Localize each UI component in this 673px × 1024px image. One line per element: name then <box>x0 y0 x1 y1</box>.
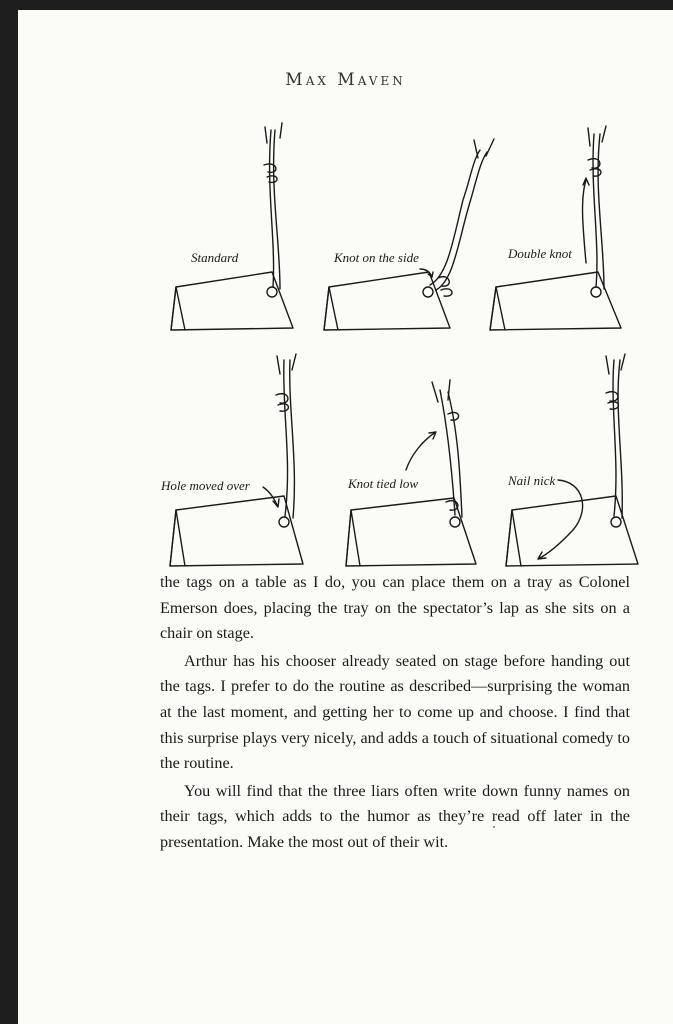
running-header: Max Maven <box>285 70 406 90</box>
caption-knot-low: Knot tied low <box>348 476 419 491</box>
tag-standard <box>171 123 293 330</box>
caption-nail-nick: Nail nick <box>508 473 556 488</box>
print-speck <box>493 826 495 828</box>
paragraph: Arthur has his chooser already seated on stage before handing out the tags. I prefer to do the routine as described—surprising the woman at the last moment, and getting her to come up and choose. I find that this surprise plays very nicely, and adds a touch of situational comedy to the routine. <box>160 651 630 773</box>
tag-nail-nick <box>506 354 638 566</box>
caption-knot-side: Knot on the side <box>334 250 419 265</box>
caption-double-knot: Double knot <box>508 246 572 261</box>
tag-knot-low <box>346 380 476 566</box>
caption-hole-moved: Hole moved over <box>161 478 250 493</box>
tag-hole-moved <box>160 354 303 566</box>
body-text <box>160 570 630 858</box>
tag-illustrations <box>18 10 673 570</box>
tag-double-knot <box>490 126 621 330</box>
caption-standard: Standard <box>191 250 239 265</box>
tag-knot-side <box>324 139 494 330</box>
paragraph: You will find that the three liars often write down funny names on their tags, which adds to the humor as they’re read off later in the presentation. Make the most out of their wit. <box>160 781 630 851</box>
paragraph: the tags on a table as I do, you can place them on a tray as Colonel Emerson does, placing the tray on the spectator’s lap as she sits on a chair on stage. <box>160 573 630 643</box>
book-page <box>18 10 673 1024</box>
